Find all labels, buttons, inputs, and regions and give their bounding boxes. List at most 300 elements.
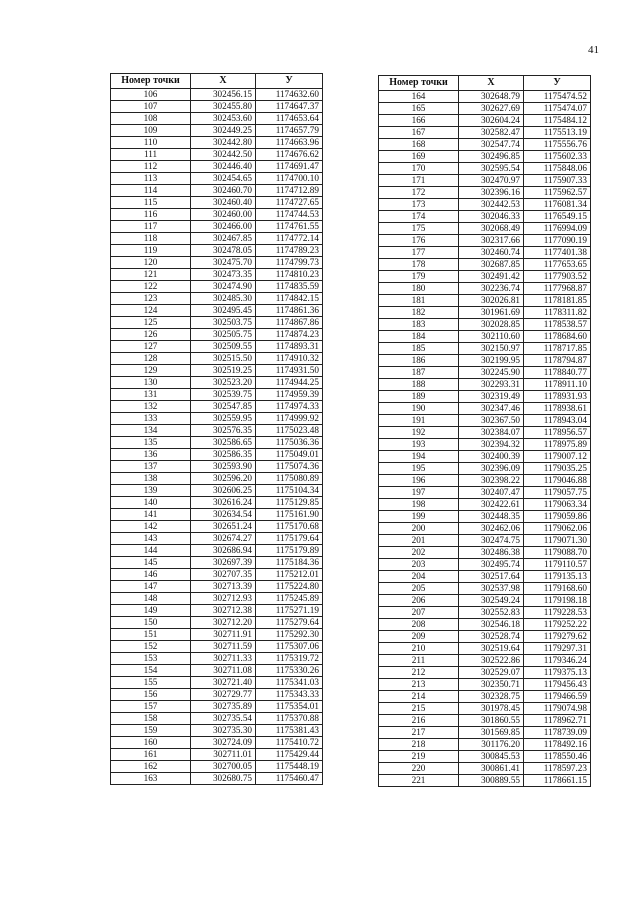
x-coordinate-cell: 302547.85 [191,401,256,413]
point-number-cell: 136 [111,449,191,461]
point-number-cell: 189 [379,391,459,403]
point-number-cell: 171 [379,175,459,187]
y-coordinate-cell: 1175907.33 [524,175,591,187]
table-row [111,605,323,617]
y-coordinate-cell: 1175036.36 [256,437,323,449]
x-coordinate-cell: 302485.30 [191,293,256,305]
table-row [111,401,323,413]
table-row [379,271,591,283]
table-row [111,425,323,437]
y-coordinate-cell: 1174712.89 [256,185,323,197]
x-coordinate-cell: 302713.39 [191,581,256,593]
x-coordinate-cell: 300845.53 [459,751,524,763]
table-row [379,751,591,763]
x-coordinate-cell: 302616.24 [191,497,256,509]
point-number-cell: 202 [379,547,459,559]
header-x: X [459,76,524,91]
table-row [379,511,591,523]
point-number-cell: 112 [111,161,191,173]
y-coordinate-cell: 1179110.57 [524,559,591,571]
x-coordinate-cell: 302293.31 [459,379,524,391]
y-coordinate-cell: 1179046.88 [524,475,591,487]
table-row [111,413,323,425]
table-row [379,187,591,199]
x-coordinate-cell: 302735.54 [191,713,256,725]
table-row [111,293,323,305]
table-row [379,607,591,619]
x-coordinate-cell: 302528.74 [459,631,524,643]
table-row [379,343,591,355]
point-number-cell: 174 [379,211,459,223]
table-row [379,403,591,415]
point-number-cell: 199 [379,511,459,523]
x-coordinate-cell: 302651.24 [191,521,256,533]
point-number-cell: 204 [379,571,459,583]
y-coordinate-cell: 1178717.85 [524,343,591,355]
table-row [111,257,323,269]
point-number-cell: 113 [111,173,191,185]
table-row [379,727,591,739]
y-coordinate-cell: 1179466.59 [524,691,591,703]
point-number-cell: 177 [379,247,459,259]
y-coordinate-cell: 1174676.62 [256,149,323,161]
x-coordinate-cell: 302486.38 [459,547,524,559]
point-number-cell: 213 [379,679,459,691]
point-number-cell: 121 [111,269,191,281]
table-row [111,533,323,545]
y-coordinate-cell: 1179062.06 [524,523,591,535]
point-number-cell: 163 [111,773,191,785]
y-coordinate-cell: 1177968.87 [524,283,591,295]
y-coordinate-cell: 1179063.34 [524,499,591,511]
table-row [379,451,591,463]
table-row [379,487,591,499]
x-coordinate-cell: 302711.33 [191,653,256,665]
x-coordinate-cell: 302729.77 [191,689,256,701]
table-row [379,259,591,271]
point-number-cell: 148 [111,593,191,605]
point-number-cell: 117 [111,221,191,233]
x-coordinate-cell: 302475.70 [191,257,256,269]
x-coordinate-cell: 302700.05 [191,761,256,773]
x-coordinate-cell: 302711.01 [191,749,256,761]
point-number-cell: 164 [379,91,459,103]
table-row [379,679,591,691]
y-coordinate-cell: 1177401.38 [524,247,591,259]
y-coordinate-cell: 1179279.62 [524,631,591,643]
table-row [111,305,323,317]
y-coordinate-cell: 1177090.19 [524,235,591,247]
table-row [111,569,323,581]
point-number-cell: 158 [111,713,191,725]
point-number-cell: 184 [379,331,459,343]
y-coordinate-cell: 1174727.65 [256,197,323,209]
table-row [111,545,323,557]
table-row [111,665,323,677]
y-coordinate-cell: 1179071.30 [524,535,591,547]
x-coordinate-cell: 302460.74 [459,247,524,259]
point-number-cell: 175 [379,223,459,235]
point-number-cell: 151 [111,629,191,641]
table-row [111,377,323,389]
x-coordinate-cell: 302582.47 [459,127,524,139]
table-row [379,643,591,655]
x-coordinate-cell: 302552.83 [459,607,524,619]
point-number-cell: 129 [111,365,191,377]
point-number-cell: 145 [111,557,191,569]
y-coordinate-cell: 1175410.72 [256,737,323,749]
point-number-cell: 157 [111,701,191,713]
y-coordinate-cell: 1175080.89 [256,473,323,485]
point-number-cell: 169 [379,151,459,163]
y-coordinate-cell: 1178931.93 [524,391,591,403]
point-number-cell: 135 [111,437,191,449]
table-row [111,233,323,245]
table-header-row [111,74,323,89]
point-number-cell: 109 [111,125,191,137]
x-coordinate-cell: 302442.80 [191,137,256,149]
table-row [111,713,323,725]
table-row [111,173,323,185]
x-coordinate-cell: 302721.40 [191,677,256,689]
table-row [379,763,591,775]
table-row [379,619,591,631]
point-number-cell: 208 [379,619,459,631]
point-number-cell: 188 [379,379,459,391]
x-coordinate-cell: 302384.07 [459,427,524,439]
point-number-cell: 127 [111,341,191,353]
table-row [111,101,323,113]
y-coordinate-cell: 1178492.16 [524,739,591,751]
y-coordinate-cell: 1175474.52 [524,91,591,103]
table-row [379,631,591,643]
point-number-cell: 149 [111,605,191,617]
point-number-cell: 142 [111,521,191,533]
y-coordinate-cell: 1174663.96 [256,137,323,149]
x-coordinate-cell: 302586.35 [191,449,256,461]
table-row [379,163,591,175]
y-coordinate-cell: 1178739.09 [524,727,591,739]
table-row [111,281,323,293]
x-coordinate-cell: 302509.55 [191,341,256,353]
y-coordinate-cell: 1179088.70 [524,547,591,559]
x-coordinate-cell: 302627.69 [459,103,524,115]
table-row [111,269,323,281]
y-coordinate-cell: 1174789.23 [256,245,323,257]
x-coordinate-cell: 302517.64 [459,571,524,583]
x-coordinate-cell: 302467.85 [191,233,256,245]
x-coordinate-cell: 302735.30 [191,725,256,737]
y-coordinate-cell: 1175074.36 [256,461,323,473]
x-coordinate-cell: 302596.20 [191,473,256,485]
y-coordinate-cell: 1175104.34 [256,485,323,497]
y-coordinate-cell: 1174893.31 [256,341,323,353]
point-number-cell: 156 [111,689,191,701]
point-number-cell: 216 [379,715,459,727]
y-coordinate-cell: 1175962.57 [524,187,591,199]
point-number-cell: 219 [379,751,459,763]
table-row [111,485,323,497]
y-coordinate-cell: 1176549.15 [524,211,591,223]
coordinates-table-left-body [111,89,323,785]
point-number-cell: 190 [379,403,459,415]
point-number-cell: 140 [111,497,191,509]
point-number-cell: 118 [111,233,191,245]
table-row [379,247,591,259]
table-row [379,463,591,475]
table-row [379,379,591,391]
x-coordinate-cell: 302515.50 [191,353,256,365]
table-row [379,367,591,379]
point-number-cell: 128 [111,353,191,365]
x-coordinate-cell: 302606.25 [191,485,256,497]
x-coordinate-cell: 302711.08 [191,665,256,677]
table-row [111,125,323,137]
table-row [111,509,323,521]
table-row [111,437,323,449]
point-number-cell: 203 [379,559,459,571]
table-row [111,221,323,233]
x-coordinate-cell: 302593.90 [191,461,256,473]
y-coordinate-cell: 1174999.92 [256,413,323,425]
x-coordinate-cell: 302519.25 [191,365,256,377]
x-coordinate-cell: 302422.61 [459,499,524,511]
point-number-cell: 193 [379,439,459,451]
point-number-cell: 162 [111,761,191,773]
point-number-cell: 166 [379,115,459,127]
x-coordinate-cell: 302236.74 [459,283,524,295]
point-number-cell: 192 [379,427,459,439]
point-number-cell: 214 [379,691,459,703]
table-row [111,353,323,365]
x-coordinate-cell: 302398.22 [459,475,524,487]
y-coordinate-cell: 1174867.86 [256,317,323,329]
point-number-cell: 201 [379,535,459,547]
table-row [379,715,591,727]
table-row [379,547,591,559]
table-row [379,571,591,583]
point-number-cell: 110 [111,137,191,149]
table-row [111,701,323,713]
point-number-cell: 173 [379,199,459,211]
x-coordinate-cell: 302547.74 [459,139,524,151]
y-coordinate-cell: 1179035.25 [524,463,591,475]
point-number-cell: 198 [379,499,459,511]
y-coordinate-cell: 1179346.24 [524,655,591,667]
y-coordinate-cell: 1174842.15 [256,293,323,305]
point-number-cell: 195 [379,463,459,475]
x-coordinate-cell: 301569.85 [459,727,524,739]
point-number-cell: 179 [379,271,459,283]
point-number-cell: 133 [111,413,191,425]
x-coordinate-cell: 302712.93 [191,593,256,605]
y-coordinate-cell: 1174910.32 [256,353,323,365]
x-coordinate-cell: 302474.75 [459,535,524,547]
x-coordinate-cell: 302559.95 [191,413,256,425]
y-coordinate-cell: 1175319.72 [256,653,323,665]
x-coordinate-cell: 302407.47 [459,487,524,499]
point-number-cell: 170 [379,163,459,175]
y-coordinate-cell: 1174835.59 [256,281,323,293]
x-coordinate-cell: 300889.55 [459,775,524,787]
point-number-cell: 144 [111,545,191,557]
table-row [379,235,591,247]
table-row [379,475,591,487]
x-coordinate-cell: 302474.90 [191,281,256,293]
x-coordinate-cell: 302523.20 [191,377,256,389]
y-coordinate-cell: 1174772.14 [256,233,323,245]
y-coordinate-cell: 1179074.98 [524,703,591,715]
x-coordinate-cell: 302454.65 [191,173,256,185]
table-row [111,617,323,629]
x-coordinate-cell: 302712.20 [191,617,256,629]
y-coordinate-cell: 1175184.36 [256,557,323,569]
table-row [379,199,591,211]
point-number-cell: 124 [111,305,191,317]
point-number-cell: 181 [379,295,459,307]
y-coordinate-cell: 1174959.39 [256,389,323,401]
table-row [111,113,323,125]
y-coordinate-cell: 1178597.23 [524,763,591,775]
table-row [111,677,323,689]
y-coordinate-cell: 1177653.65 [524,259,591,271]
point-number-cell: 146 [111,569,191,581]
y-coordinate-cell: 1175023.48 [256,425,323,437]
x-coordinate-cell: 302455.80 [191,101,256,113]
y-coordinate-cell: 1175474.07 [524,103,591,115]
y-coordinate-cell: 1178840.77 [524,367,591,379]
table-row [379,667,591,679]
coordinates-table-right [378,75,591,787]
y-coordinate-cell: 1179007.12 [524,451,591,463]
point-number-cell: 120 [111,257,191,269]
y-coordinate-cell: 1175292.30 [256,629,323,641]
table-row [379,331,591,343]
table-row [379,175,591,187]
point-number-cell: 183 [379,319,459,331]
y-coordinate-cell: 1178684.60 [524,331,591,343]
x-coordinate-cell: 302328.75 [459,691,524,703]
point-number-cell: 212 [379,667,459,679]
table-row [379,499,591,511]
table-row [379,559,591,571]
point-number-cell: 186 [379,355,459,367]
x-coordinate-cell: 302711.91 [191,629,256,641]
point-number-cell: 138 [111,473,191,485]
header-y: У [524,76,591,91]
x-coordinate-cell: 302317.66 [459,235,524,247]
x-coordinate-cell: 302495.45 [191,305,256,317]
x-coordinate-cell: 301961.69 [459,307,524,319]
y-coordinate-cell: 1178311.82 [524,307,591,319]
x-coordinate-cell: 302686.94 [191,545,256,557]
table-row [379,115,591,127]
y-coordinate-cell: 1178938.61 [524,403,591,415]
x-coordinate-cell: 302350.71 [459,679,524,691]
x-coordinate-cell: 302367.50 [459,415,524,427]
y-coordinate-cell: 1174761.55 [256,221,323,233]
y-coordinate-cell: 1179228.53 [524,607,591,619]
y-coordinate-cell: 1175848.06 [524,163,591,175]
point-number-cell: 160 [111,737,191,749]
table-row [379,415,591,427]
y-coordinate-cell: 1178181.85 [524,295,591,307]
header-point-number: Номер точки [379,76,459,91]
point-number-cell: 168 [379,139,459,151]
point-number-cell: 141 [111,509,191,521]
point-number-cell: 153 [111,653,191,665]
table-row [379,355,591,367]
y-coordinate-cell: 1179198.18 [524,595,591,607]
x-coordinate-cell: 302347.46 [459,403,524,415]
x-coordinate-cell: 302735.89 [191,701,256,713]
table-row [111,317,323,329]
table-row [111,653,323,665]
table-row [379,739,591,751]
table-row [379,91,591,103]
x-coordinate-cell: 302199.95 [459,355,524,367]
x-coordinate-cell: 302505.75 [191,329,256,341]
y-coordinate-cell: 1174657.79 [256,125,323,137]
x-coordinate-cell: 302110.60 [459,331,524,343]
table-row [379,775,591,787]
x-coordinate-cell: 302400.39 [459,451,524,463]
y-coordinate-cell: 1179135.13 [524,571,591,583]
y-coordinate-cell: 1175354.01 [256,701,323,713]
table-row [379,439,591,451]
point-number-cell: 197 [379,487,459,499]
x-coordinate-cell: 302522.86 [459,655,524,667]
x-coordinate-cell: 302449.25 [191,125,256,137]
x-coordinate-cell: 301176.20 [459,739,524,751]
point-number-cell: 207 [379,607,459,619]
x-coordinate-cell: 302724.09 [191,737,256,749]
x-coordinate-cell: 302712.38 [191,605,256,617]
table-row [379,103,591,115]
y-coordinate-cell: 1179057.75 [524,487,591,499]
table-row [111,689,323,701]
table-row [111,209,323,221]
point-number-cell: 115 [111,197,191,209]
table-row [379,391,591,403]
y-coordinate-cell: 1175556.76 [524,139,591,151]
point-number-cell: 122 [111,281,191,293]
point-number-cell: 134 [111,425,191,437]
x-coordinate-cell: 302539.75 [191,389,256,401]
x-coordinate-cell: 302442.53 [459,199,524,211]
table-header-row [379,76,591,91]
table-row [111,737,323,749]
y-coordinate-cell: 1175279.64 [256,617,323,629]
y-coordinate-cell: 1178538.57 [524,319,591,331]
y-coordinate-cell: 1174691.47 [256,161,323,173]
header-y: У [256,74,323,89]
table-row [379,211,591,223]
table-row [379,523,591,535]
y-coordinate-cell: 1174944.25 [256,377,323,389]
y-coordinate-cell: 1175212.01 [256,569,323,581]
point-number-cell: 125 [111,317,191,329]
table-row [111,197,323,209]
x-coordinate-cell: 302549.24 [459,595,524,607]
table-row [379,703,591,715]
y-coordinate-cell: 1176994.09 [524,223,591,235]
y-coordinate-cell: 1179456.43 [524,679,591,691]
point-number-cell: 218 [379,739,459,751]
point-number-cell: 185 [379,343,459,355]
x-coordinate-cell: 302460.70 [191,185,256,197]
table-row [111,245,323,257]
